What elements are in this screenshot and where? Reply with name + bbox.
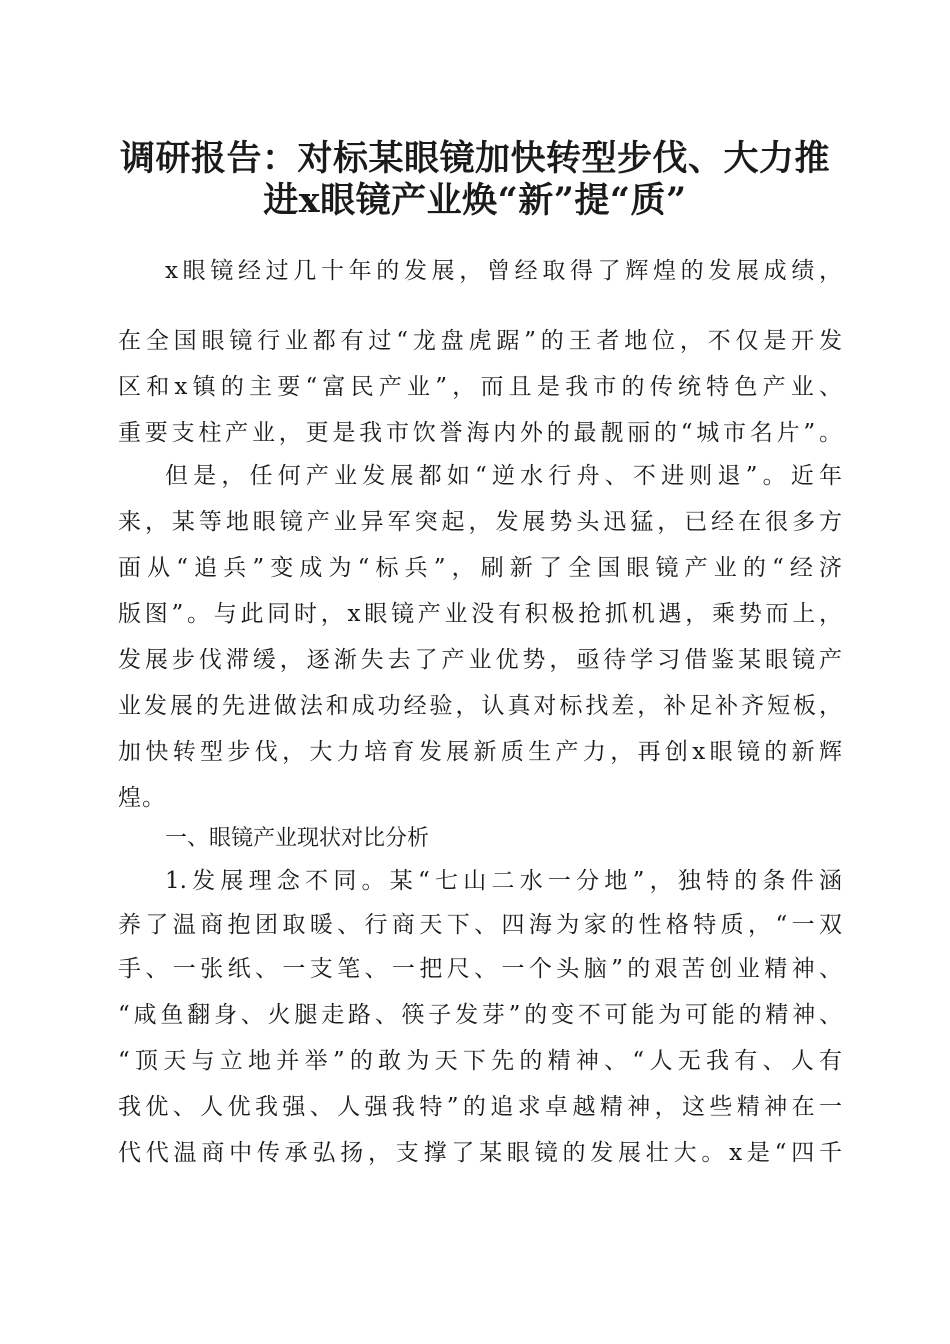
paragraph-line: “咸鱼翻身、火腿走路、筷子发芽”的变不可能为可能的精神、: [118, 1002, 842, 1028]
paragraph-line: 发展步伐滞缓，逐渐失去了产业优势，亟待学习借鉴某眼镜产: [118, 647, 842, 673]
paragraph-line: 我优、人优我强、人强我特”的追求卓越精神，这些精神在一: [118, 1094, 842, 1120]
paragraph-line: 在全国眼镜行业都有过“龙盘虎踞”的王者地位，不仅是开发: [118, 328, 842, 354]
paragraph-line: 手、一张纸、一支笔、一把尺、一个头脑”的艰苦创业精神、: [118, 956, 842, 982]
paragraph-line: 养了温商抱团取暖、行商天下、四海为家的性格特质，“一双: [118, 912, 842, 938]
paragraph-line: 来，某等地眼镜产业异军突起，发展势头迅猛，已经在很多方: [118, 509, 842, 535]
paragraph-line: 版图”。与此同时，x眼镜产业没有积极抢抓机遇，乘势而上，: [118, 601, 842, 627]
document-title-line-1: 调研报告：对标某眼镜加快转型步伐、大力推: [119, 138, 830, 179]
paragraph-line: “顶天与立地并举”的敢为天下先的精神、“人无我有、人有: [118, 1048, 842, 1074]
paragraph-line: 加快转型步伐，大力培育发展新质生产力，再创x眼镜的新辉: [118, 739, 842, 765]
paragraph-line: 代代温商中传承弘扬，支撑了某眼镜的发展壮大。x是“四千: [118, 1140, 842, 1166]
paragraph-line: 区和x镇的主要“富民产业”，而且是我市的传统特色产业、: [118, 374, 842, 400]
paragraph-line: 煌。: [118, 785, 166, 811]
section-heading: 一、眼镜产业现状对比分析: [165, 826, 430, 851]
paragraph-line: 1.发展理念不同。某“七山二水一分地”，独特的条件涵: [165, 868, 842, 894]
paragraph-line: 业发展的先进做法和成功经验，认真对标找差，补足补齐短板，: [118, 693, 842, 719]
paragraph-line: 面从“追兵”变成为“标兵”，刷新了全国眼镜产业的“经济: [118, 555, 842, 581]
paragraph-line: x眼镜经过几十年的发展，曾经取得了辉煌的发展成绩，: [165, 258, 842, 284]
paragraph-line: 但是，任何产业发展都如“逆水行舟、不进则退”。近年: [165, 463, 842, 489]
paragraph-line: 重要支柱产业，更是我市饮誉海内外的最靓丽的“城市名片”。: [118, 420, 842, 446]
document-title-line-2: 进x眼镜产业焕“新”提“质”: [263, 180, 687, 221]
